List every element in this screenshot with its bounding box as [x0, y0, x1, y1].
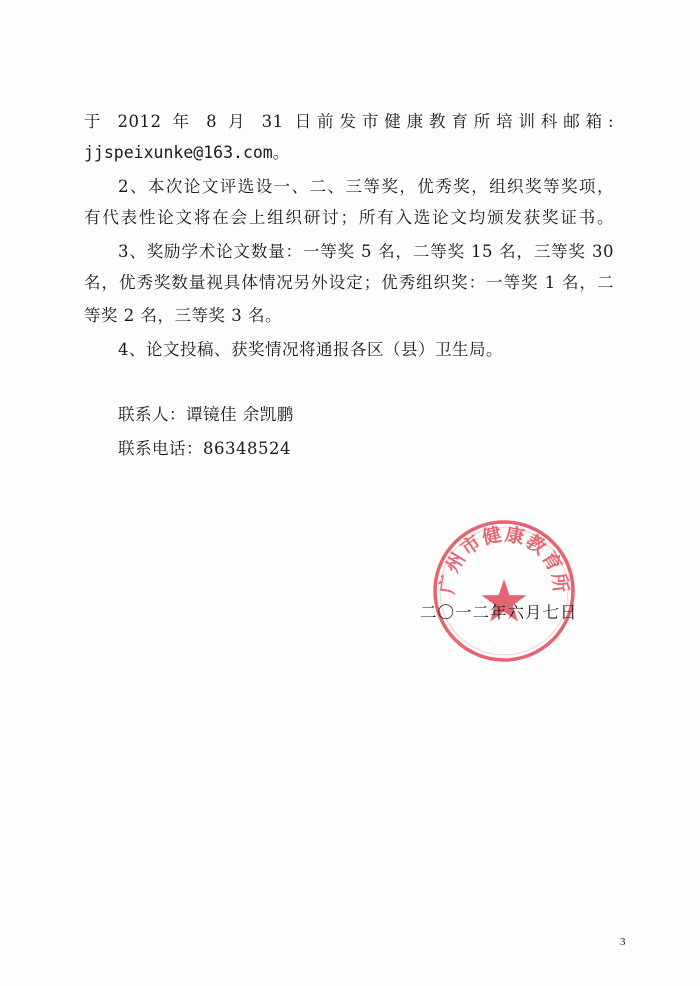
item-3-line-1: 3、奖励学术论文数量：一等奖 5 名，二等奖 15 名，三等奖 30	[118, 242, 614, 261]
contact-phone: 联系电话：86348524	[118, 439, 291, 458]
item-3-line-2: 名，优秀奖数量视具体情况另外设定；优秀组织奖：一等奖 1 名，二	[84, 273, 614, 292]
item-2-line-1: 2、本次论文评选设一、二、三等奖，优秀奖，组织奖等奖项，	[118, 177, 614, 196]
item-4-line-1: 4、论文投稿、获奖情况将通报各区（县）卫生局。	[118, 340, 503, 359]
official-seal-icon	[432, 519, 576, 663]
contact-people: 联系人：谭镜佳 余凯鹏	[118, 405, 294, 424]
paragraph-line-1: 于 2012 年 8 月 31 日前发市健康教育所培训科邮箱:	[84, 112, 614, 131]
page-number: 3	[620, 936, 626, 948]
item-2-line-2: 有代表性论文将在会上组织研讨；所有入选论文均颁发获奖证书。	[84, 208, 614, 227]
item-3-line-3: 等奖 2 名，三等奖 3 名。	[84, 306, 282, 325]
email-line: jjspeixunke@163.com。	[84, 143, 290, 162]
seal-text: 广州市健康教育所	[436, 523, 572, 596]
document-date: 二〇一二年六月七日	[420, 603, 578, 622]
